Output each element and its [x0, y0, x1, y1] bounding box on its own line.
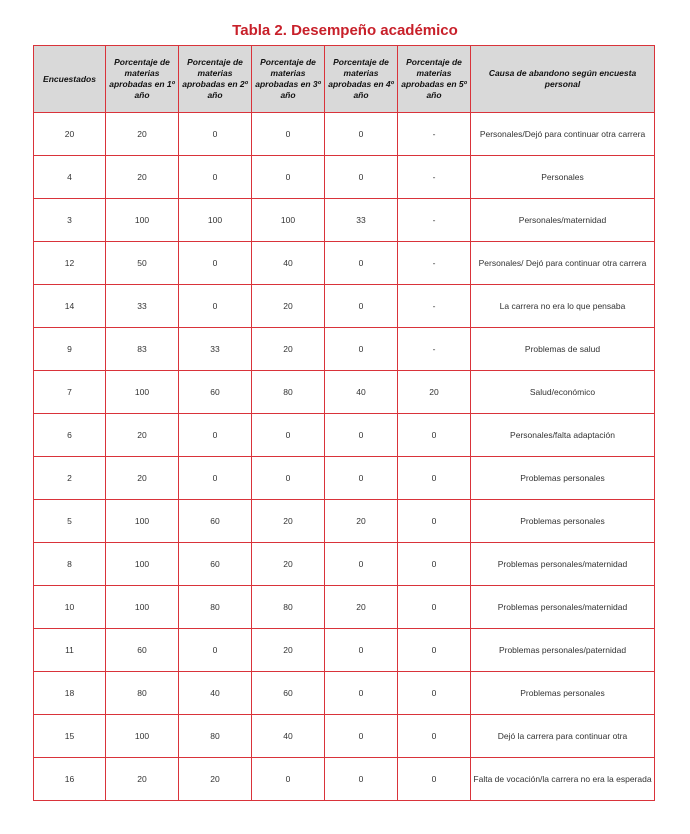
cell-year-2: 0: [179, 629, 252, 672]
table-row: [34, 328, 655, 371]
cell-year-2: 0: [179, 414, 252, 457]
cell-year-2: 60: [179, 543, 252, 586]
cell-encuestados: 16: [34, 758, 106, 801]
header-causa: Causa de abandono según encuesta personal: [471, 46, 655, 113]
cell-year-4: 20: [325, 586, 398, 629]
cell-year-2: 0: [179, 285, 252, 328]
cell-year-1: 60: [106, 629, 179, 672]
table-header-row: [34, 46, 655, 113]
cell-year-1: 100: [106, 199, 179, 242]
table-row: [34, 758, 655, 801]
table-row: [34, 672, 655, 715]
cell-encuestados: 15: [34, 715, 106, 758]
table-row: [34, 371, 655, 414]
cell-year-4: 0: [325, 285, 398, 328]
cell-year-4: 0: [325, 113, 398, 156]
cell-causa: Falta de vocación/la carrera no era la esperada: [471, 758, 655, 801]
cell-causa: Salud/económico: [471, 371, 655, 414]
cell-encuestados: 2: [34, 457, 106, 500]
cell-year-1: 20: [106, 156, 179, 199]
cell-encuestados: 20: [34, 113, 106, 156]
cell-causa: Dejó la carrera para continuar otra: [471, 715, 655, 758]
cell-year-4: 0: [325, 242, 398, 285]
header-year-1: Porcentaje de materias aprobadas en 1º año: [106, 46, 179, 113]
header-year-4: Porcentaje de materias aprobadas en 4º año: [325, 46, 398, 113]
cell-causa: Personales/Dejó para continuar otra carrera: [471, 113, 655, 156]
cell-year-3: 40: [252, 242, 325, 285]
cell-year-3: 0: [252, 414, 325, 457]
table-row: [34, 285, 655, 328]
table-row: [34, 543, 655, 586]
cell-year-3: 0: [252, 113, 325, 156]
cell-causa: Problemas personales: [471, 672, 655, 715]
cell-encuestados: 8: [34, 543, 106, 586]
header-encuestados: Encuestados: [34, 46, 106, 113]
table-row: [34, 414, 655, 457]
cell-encuestados: 5: [34, 500, 106, 543]
cell-causa: Problemas personales/maternidad: [471, 586, 655, 629]
table-title: Tabla 2. Desempeño académico: [232, 22, 458, 39]
cell-year-5: -: [398, 285, 471, 328]
cell-year-5: -: [398, 242, 471, 285]
cell-year-3: 20: [252, 629, 325, 672]
cell-year-1: 20: [106, 758, 179, 801]
table-row: [34, 586, 655, 629]
cell-year-5: -: [398, 156, 471, 199]
cell-causa: Personales/ Dejó para continuar otra carrera: [471, 242, 655, 285]
cell-year-4: 0: [325, 715, 398, 758]
cell-year-1: 20: [106, 457, 179, 500]
cell-encuestados: 11: [34, 629, 106, 672]
cell-year-5: 0: [398, 543, 471, 586]
cell-encuestados: 7: [34, 371, 106, 414]
cell-year-3: 100: [252, 199, 325, 242]
cell-year-1: 100: [106, 500, 179, 543]
cell-year-3: 0: [252, 156, 325, 199]
cell-year-1: 50: [106, 242, 179, 285]
cell-year-4: 0: [325, 328, 398, 371]
cell-encuestados: 10: [34, 586, 106, 629]
cell-year-2: 60: [179, 500, 252, 543]
table-row: [34, 199, 655, 242]
cell-year-4: 0: [325, 543, 398, 586]
cell-encuestados: 6: [34, 414, 106, 457]
cell-year-2: 40: [179, 672, 252, 715]
cell-year-4: 0: [325, 156, 398, 199]
cell-year-5: 20: [398, 371, 471, 414]
cell-year-4: 0: [325, 414, 398, 457]
cell-year-3: 20: [252, 543, 325, 586]
table-row: [34, 113, 655, 156]
cell-year-4: 33: [325, 199, 398, 242]
cell-year-3: 60: [252, 672, 325, 715]
cell-causa: Personales: [471, 156, 655, 199]
cell-causa: Problemas personales: [471, 500, 655, 543]
cell-year-3: 0: [252, 457, 325, 500]
cell-year-3: 80: [252, 586, 325, 629]
cell-year-1: 33: [106, 285, 179, 328]
cell-year-5: -: [398, 328, 471, 371]
cell-year-3: 20: [252, 328, 325, 371]
cell-year-5: 0: [398, 414, 471, 457]
cell-year-5: 0: [398, 457, 471, 500]
cell-year-4: 0: [325, 758, 398, 801]
cell-year-3: 0: [252, 758, 325, 801]
cell-year-1: 100: [106, 543, 179, 586]
cell-causa: Problemas personales/maternidad: [471, 543, 655, 586]
header-year-3: Porcentaje de materias aprobadas en 3º año: [252, 46, 325, 113]
cell-encuestados: 12: [34, 242, 106, 285]
cell-year-1: 100: [106, 715, 179, 758]
cell-year-4: 0: [325, 672, 398, 715]
cell-year-4: 20: [325, 500, 398, 543]
cell-year-5: -: [398, 113, 471, 156]
cell-year-5: 0: [398, 758, 471, 801]
cell-year-1: 80: [106, 672, 179, 715]
table-row: [34, 715, 655, 758]
cell-year-5: -: [398, 199, 471, 242]
cell-causa: La carrera no era lo que pensaba: [471, 285, 655, 328]
cell-year-2: 80: [179, 715, 252, 758]
cell-causa: Personales/falta adaptación: [471, 414, 655, 457]
cell-encuestados: 14: [34, 285, 106, 328]
cell-year-2: 33: [179, 328, 252, 371]
cell-year-5: 0: [398, 715, 471, 758]
cell-year-2: 0: [179, 457, 252, 500]
cell-causa: Personales/maternidad: [471, 199, 655, 242]
cell-year-5: 0: [398, 629, 471, 672]
header-year-2: Porcentaje de materias aprobadas en 2º año: [179, 46, 252, 113]
cell-year-4: 0: [325, 457, 398, 500]
cell-encuestados: 18: [34, 672, 106, 715]
cell-year-3: 20: [252, 285, 325, 328]
cell-year-2: 20: [179, 758, 252, 801]
cell-year-4: 40: [325, 371, 398, 414]
cell-year-1: 100: [106, 371, 179, 414]
cell-year-1: 20: [106, 414, 179, 457]
cell-year-2: 80: [179, 586, 252, 629]
cell-encuestados: 9: [34, 328, 106, 371]
cell-year-5: 0: [398, 500, 471, 543]
cell-causa: Problemas personales/paternidad: [471, 629, 655, 672]
cell-year-1: 83: [106, 328, 179, 371]
cell-causa: Problemas personales: [471, 457, 655, 500]
cell-encuestados: 4: [34, 156, 106, 199]
table-row: [34, 457, 655, 500]
cell-year-5: 0: [398, 672, 471, 715]
cell-year-1: 20: [106, 113, 179, 156]
cell-encuestados: 3: [34, 199, 106, 242]
cell-year-2: 100: [179, 199, 252, 242]
cell-year-1: 100: [106, 586, 179, 629]
table-row: [34, 242, 655, 285]
cell-year-2: 0: [179, 242, 252, 285]
table-row: [34, 629, 655, 672]
cell-year-4: 0: [325, 629, 398, 672]
academic-performance-table: [33, 45, 655, 801]
table-row: [34, 156, 655, 199]
cell-causa: Problemas de salud: [471, 328, 655, 371]
cell-year-3: 40: [252, 715, 325, 758]
cell-year-2: 0: [179, 113, 252, 156]
cell-year-2: 60: [179, 371, 252, 414]
cell-year-5: 0: [398, 586, 471, 629]
cell-year-2: 0: [179, 156, 252, 199]
table-row: [34, 500, 655, 543]
cell-year-3: 20: [252, 500, 325, 543]
cell-year-3: 80: [252, 371, 325, 414]
header-year-5: Porcentaje de materias aprobadas en 5º año: [398, 46, 471, 113]
